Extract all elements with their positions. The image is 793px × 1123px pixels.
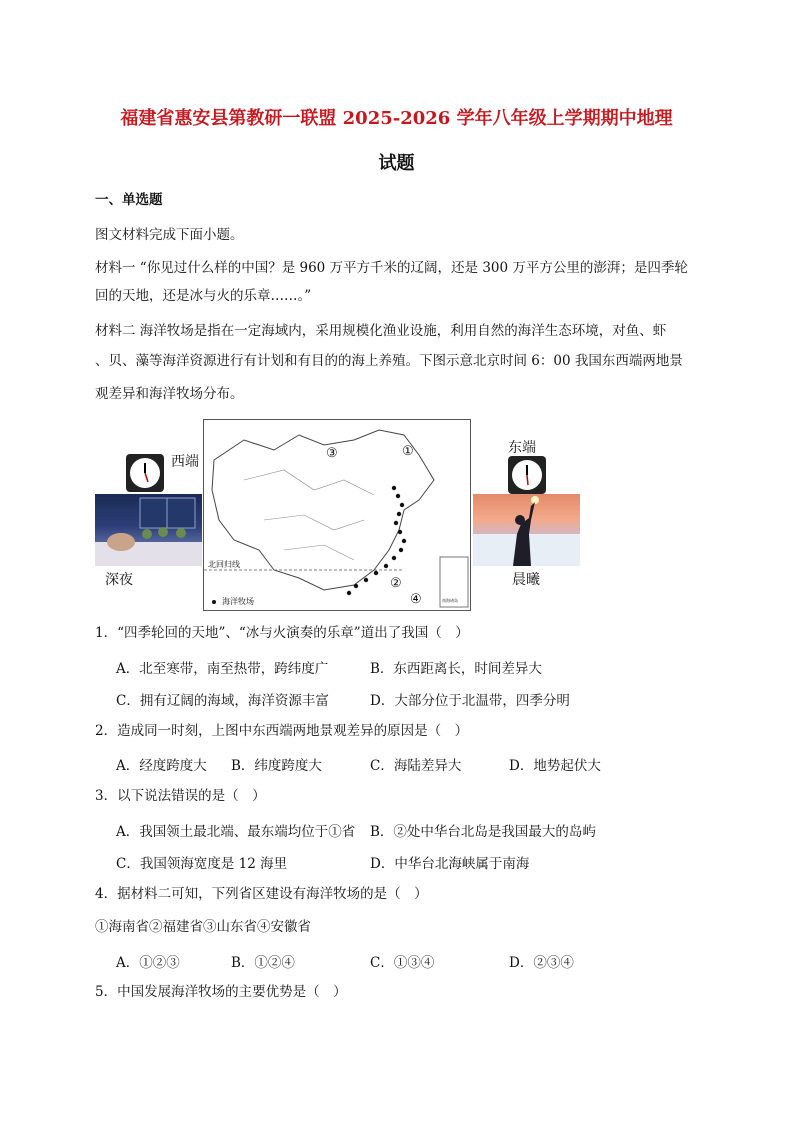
q1-stem: 1．“四季轮回的天地”、“冰与火演奏的乐章”道出了我国（ ） — [95, 625, 469, 641]
q1-option-b: B．东西距离长，时间差异大 — [370, 661, 542, 677]
west-clock-icon — [126, 454, 164, 492]
q2-option-a: A．经度跨度大 — [116, 758, 207, 774]
q3-option-b: B．②处中华台北岛是我国最大的岛屿 — [370, 824, 596, 840]
intro-text: 图文材料完成下面小题。 — [95, 227, 244, 243]
q4-option-c: C．①③④ — [370, 955, 435, 971]
figure — [95, 419, 580, 609]
q4-stem: 4．据材料二可知，下列省区建设有海洋牧场的是（ ） — [95, 886, 428, 902]
material1-line2: 回的天地，还是冰与火的乐章……。” — [95, 288, 312, 304]
china-map — [203, 419, 471, 611]
q3-stem: 3．以下说法错误的是（ ） — [95, 788, 266, 804]
q4-option-b: B．①②④ — [231, 955, 295, 971]
material1-line1: 材料一 “你见过什么样的中国？是 960 万平方千米的辽阔，还是 300 万平方公里的澎湃；是四季轮 — [95, 260, 688, 276]
material2-line2: 、贝、藻等海洋资源进行有计划和有目的的海上养殖。下图示意北京时间 6：00 我国东西端两地景 — [95, 353, 683, 369]
q4-option-d: D．②③④ — [509, 955, 574, 971]
q4-option-a: A．①②③ — [116, 955, 180, 971]
q1-option-c: C．拥有辽阔的海域，海洋资源丰富 — [116, 693, 329, 709]
material2-line3: 观差异和海洋牧场分布。 — [95, 386, 244, 402]
q1-option-a: A．北至寒带，南至热带，跨纬度广 — [116, 661, 329, 677]
map-label-3: ③ — [326, 446, 338, 461]
page-title: 福建省惠安县第教研一联盟 2025-2026 学年八年级上学期期中地理 — [120, 108, 673, 129]
q2-option-d: D．地势起伏大 — [509, 758, 601, 774]
q3-option-d: D．中华台北海峡属于南海 — [370, 856, 530, 872]
east-label: 东端 — [508, 440, 536, 456]
map-label-2: ② — [390, 576, 402, 591]
q1-option-d: D．大部分位于北温带，四季分明 — [370, 693, 570, 709]
east-clock-icon — [508, 456, 546, 494]
q2-option-b: B．纬度跨度大 — [231, 758, 322, 774]
dawn-photo — [473, 494, 580, 566]
q3-option-a: A．我国领土最北端、最东端均位于①省 — [116, 824, 356, 840]
west-caption: 深夜 — [105, 572, 133, 588]
west-label: 西端 — [171, 454, 199, 470]
q4-sub-items: ①海南省②福建省③山东省④安徽省 — [95, 919, 311, 935]
q2-option-c: C．海陆差异大 — [370, 758, 462, 774]
night-photo — [95, 494, 202, 566]
material2-line1: 材料二 海洋牧场是指在一定海域内，采用规模化渔业设施，利用自然的海洋生态环境，对鱼、虾 — [95, 323, 667, 339]
legend-label: 海洋牧场 — [222, 597, 254, 606]
inset-label: 南海诸岛 — [442, 598, 458, 603]
east-caption: 晨曦 — [512, 572, 540, 588]
tropic-label: 北回归线 — [208, 560, 240, 569]
map-label-4: ④ — [410, 592, 422, 607]
q3-option-c: C．我国领海宽度是 12 海里 — [116, 856, 288, 872]
q5-stem: 5．中国发展海洋牧场的主要优势是（ ） — [95, 984, 347, 1000]
q2-stem: 2．造成同一时刻，上图中东西端两地景观差异的原因是（ ） — [95, 723, 469, 739]
map-label-1: ① — [402, 444, 414, 459]
page-title-line2: 试题 — [378, 153, 415, 174]
section-heading: 一、单选题 — [95, 192, 163, 208]
